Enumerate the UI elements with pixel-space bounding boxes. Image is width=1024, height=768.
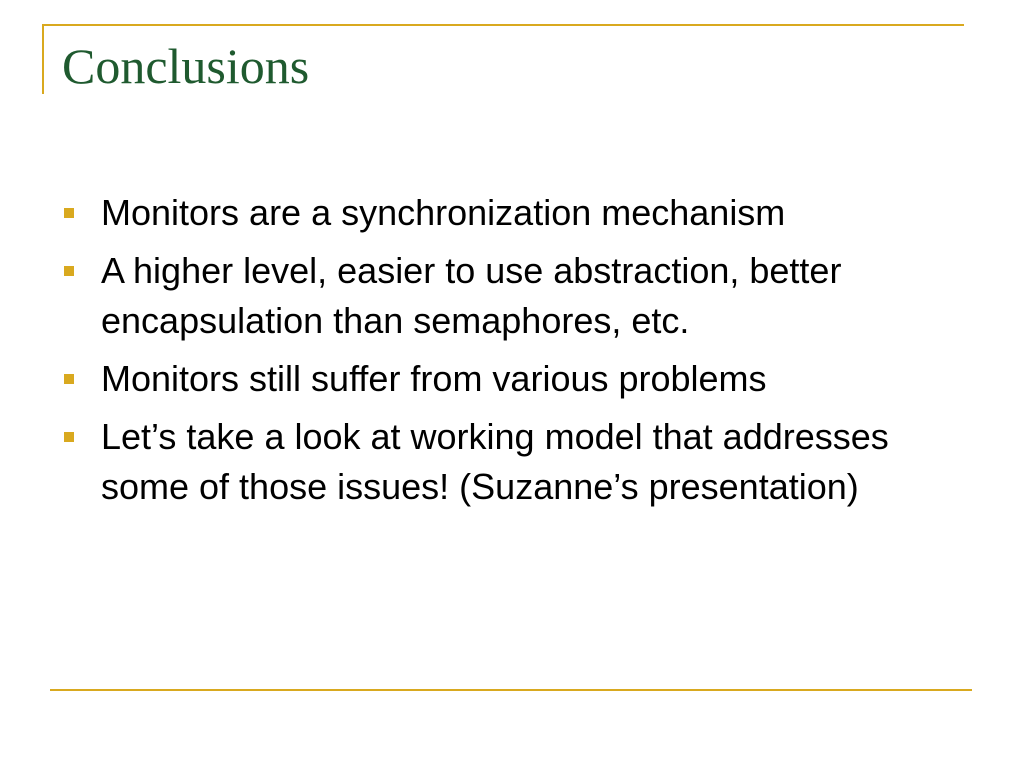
square-bullet-icon (64, 374, 74, 384)
bullet-text: A higher level, easier to use abstraction, better encapsulation than semaphores, etc. (101, 250, 842, 341)
top-rule (42, 24, 964, 26)
square-bullet-icon (64, 208, 74, 218)
bullet-item (64, 188, 974, 238)
bullet-item (64, 354, 974, 404)
bullet-text: Monitors still suffer from various problems (101, 358, 767, 399)
bullet-text: Monitors are a synchronization mechanism (101, 192, 786, 233)
left-rule (42, 24, 44, 94)
bullet-item (64, 412, 974, 512)
bullet-text: Let’s take a look at working model that addresses some of those issues! (Suzanne’s presentation) (101, 416, 889, 507)
square-bullet-icon (64, 432, 74, 442)
bullet-list (64, 188, 974, 520)
bottom-rule (50, 689, 972, 691)
bullet-item (64, 246, 974, 346)
slide-title: Conclusions (62, 38, 310, 94)
square-bullet-icon (64, 266, 74, 276)
